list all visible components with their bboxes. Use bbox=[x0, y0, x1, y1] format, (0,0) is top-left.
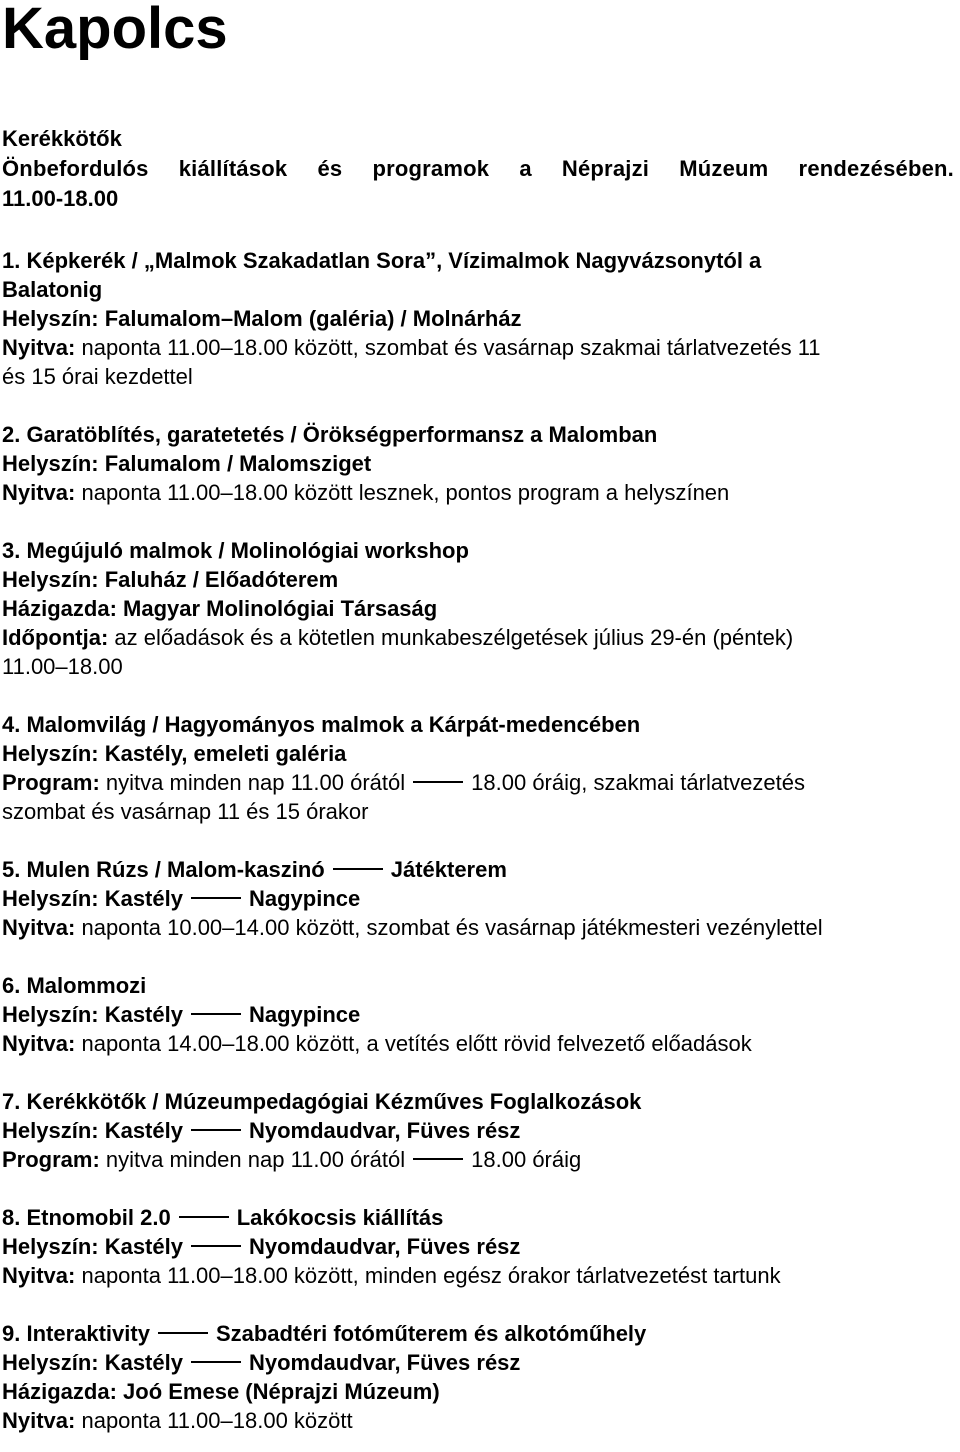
item-program-text-end: 18.00 óráig bbox=[471, 1147, 582, 1172]
em-dash bbox=[191, 1013, 241, 1015]
program-item-6 bbox=[2, 971, 960, 1058]
em-dash bbox=[413, 781, 463, 783]
intro-heading: Kerékkötők bbox=[2, 126, 122, 151]
page-title: Kapolcs bbox=[2, 0, 228, 61]
em-dash bbox=[158, 1332, 208, 1334]
item-title-end: Lakókocsis kiállítás bbox=[236, 1205, 444, 1230]
em-dash bbox=[179, 1216, 229, 1218]
program-item-7 bbox=[2, 1087, 960, 1174]
item-open-label: Nyitva: bbox=[2, 335, 76, 360]
item-program-text: nyitva minden nap 11.00 órától bbox=[99, 1147, 406, 1172]
item-open-text: naponta 14.00–18.00 között, a vetítés előtt rövid felvezető előadások bbox=[75, 1031, 752, 1056]
program-item-3 bbox=[2, 536, 960, 681]
item-host: Házigazda: Joó Emese (Néprajzi Múzeum) bbox=[2, 1379, 440, 1404]
item-program-continued: szombat és vasárnap 11 és 15 órakor bbox=[2, 799, 369, 824]
item-time-text: az előadások és a kötetlen munkabeszélgetések július 29-én (péntek) bbox=[108, 625, 794, 650]
item-open-label: Nyitva: bbox=[2, 1263, 76, 1288]
item-time-continued: 11.00–18.00 bbox=[2, 654, 123, 679]
item-location: Helyszín: Kastély bbox=[2, 1350, 183, 1375]
item-location-end: Nyomdaudvar, Füves rész bbox=[248, 1118, 521, 1143]
item-open-continued: és 15 órai kezdettel bbox=[2, 364, 193, 389]
item-host: Házigazda: Magyar Molinológiai Társaság bbox=[2, 596, 438, 621]
em-dash bbox=[191, 1245, 241, 1247]
item-location: Helyszín: Kastély bbox=[2, 1118, 183, 1143]
item-title: 6. Malommozi bbox=[2, 973, 147, 998]
item-open-text: naponta 11.00–18.00 között bbox=[75, 1408, 353, 1433]
program-item-5 bbox=[2, 855, 960, 942]
item-title: 8. Etnomobil 2.0 bbox=[2, 1205, 171, 1230]
item-location-end: Nagypince bbox=[248, 1002, 361, 1027]
item-title: 9. Interaktivity bbox=[2, 1321, 150, 1346]
item-title: 5. Mulen Rúzs / Malom-kaszinó bbox=[2, 857, 325, 882]
item-open-label: Nyitva: bbox=[2, 915, 76, 940]
item-location: Helyszín: Falumalom / Malomsziget bbox=[2, 451, 372, 476]
item-open-text: naponta 11.00–18.00 között, minden egész órakor tárlatvezetést tartunk bbox=[75, 1263, 781, 1288]
item-title: 2. Garatöblítés, garatetetés / Örökségperformansz a Malomban bbox=[2, 422, 658, 447]
item-title: 7. Kerékkötők / Múzeumpedagógiai Kézműves Foglalkozások bbox=[2, 1089, 642, 1114]
item-title-end: Szabadtéri fotóműterem és alkotóműhely bbox=[215, 1321, 647, 1346]
item-location: Helyszín: Falumalom–Malom (galéria) / Molnárház bbox=[2, 306, 522, 331]
item-open-text: naponta 11.00–18.00 között lesznek, pontos program a helyszínen bbox=[75, 480, 730, 505]
em-dash bbox=[413, 1158, 463, 1160]
item-program-text: nyitva minden nap 11.00 órától bbox=[99, 770, 406, 795]
program-item-8 bbox=[2, 1203, 960, 1290]
em-dash bbox=[191, 1361, 241, 1363]
item-title-end: Játékterem bbox=[390, 857, 507, 882]
item-open-text: naponta 10.00–14.00 között, szombat és vasárnap játékmesteri vezénylettel bbox=[75, 915, 823, 940]
em-dash bbox=[191, 897, 241, 899]
intro-description: Önbefordulós kiállítások és programok a Néprajzi Múzeum rendezésében. bbox=[2, 156, 954, 181]
intro-section bbox=[2, 124, 960, 214]
item-program-text-end: 18.00 óráig, szakmai tárlatvezetés bbox=[471, 770, 805, 795]
program-item-4 bbox=[2, 710, 960, 826]
item-title-continued: Balatonig bbox=[2, 277, 103, 302]
item-location: Helyszín: Kastély bbox=[2, 1002, 183, 1027]
item-title: 4. Malomvilág / Hagyományos malmok a Kárpát-medencében bbox=[2, 712, 641, 737]
item-title: 1. Képkerék / „Malmok Szakadatlan Sora”, Vízimalmok Nagyvázsonytól a bbox=[2, 248, 762, 273]
intro-time: 11.00-18.00 bbox=[2, 186, 119, 211]
item-location: Helyszín: Kastély, emeleti galéria bbox=[2, 741, 347, 766]
item-location-end: Nyomdaudvar, Füves rész bbox=[248, 1350, 521, 1375]
item-program-label: Program: bbox=[2, 770, 100, 795]
program-item-9 bbox=[2, 1319, 960, 1435]
item-open-label: Nyitva: bbox=[2, 480, 76, 505]
item-location: Helyszín: Kastély bbox=[2, 1234, 183, 1259]
item-location-end: Nagypince bbox=[248, 886, 361, 911]
item-program-label: Program: bbox=[2, 1147, 100, 1172]
item-location-end: Nyomdaudvar, Füves rész bbox=[248, 1234, 521, 1259]
em-dash bbox=[191, 1129, 241, 1131]
program-item-2 bbox=[2, 420, 960, 507]
item-time-label: Időpontja: bbox=[2, 625, 109, 650]
item-open-label: Nyitva: bbox=[2, 1408, 76, 1433]
item-title: 3. Megújuló malmok / Molinológiai workshop bbox=[2, 538, 469, 563]
item-location: Helyszín: Kastély bbox=[2, 886, 183, 911]
em-dash bbox=[333, 868, 383, 870]
item-open-label: Nyitva: bbox=[2, 1031, 76, 1056]
item-location: Helyszín: Faluház / Előadóterem bbox=[2, 567, 339, 592]
item-open-text: naponta 11.00–18.00 között, szombat és vasárnap szakmai tárlatvezetés 11 bbox=[75, 335, 821, 360]
program-item-1 bbox=[2, 246, 960, 391]
